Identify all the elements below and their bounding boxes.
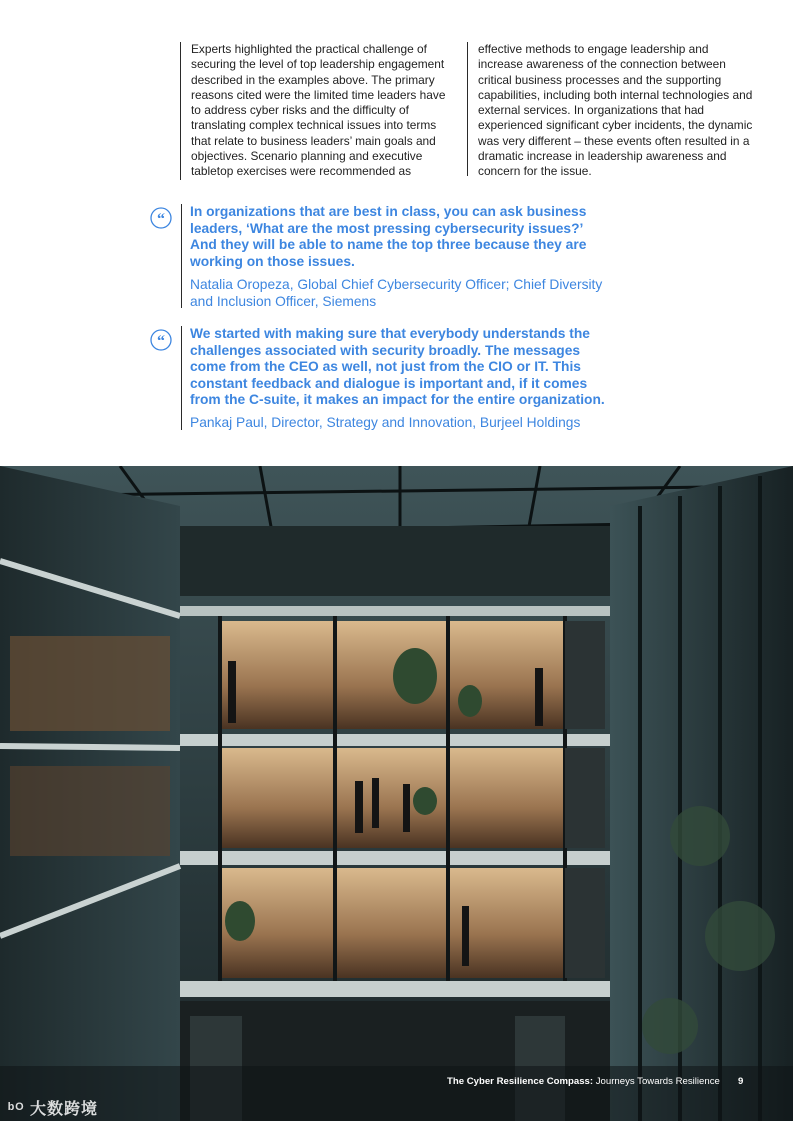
watermark-logo: ᵇᴼ 大数跨境 <box>8 1101 99 1118</box>
quote-attribution: Pankaj Paul, Director, Strategy and Innovation, Burjeel Holdings <box>190 415 581 430</box>
body-text-right: effective methods to engage leadership and increase awareness of the connection between critical business processes and the supporting capabilities, including both internal technologies and external services. In organizations that had experienced significant cyber incidents, the dynamic was very different – these events often resulted in a dramatic increase in leadership awareness and concern for the issue. <box>478 42 753 179</box>
body-text-left: Experts highlighted the practical challenge of securing the level of top leadership engagement described in the examples above. The primary reasons cited were the limited time leaders have to address cyber risks and the difficulty of translating complex technical issues into terms that relate to business leaders’ main goals and objectives. Scenario planning and executive tabletop exercises were recommended as <box>191 42 446 179</box>
body-column-left <box>180 42 453 180</box>
footer-title-rest: Journeys Towards Resilience <box>593 1076 720 1087</box>
office-atrium-photo <box>0 466 793 1121</box>
quote-text: We started with making sure that everybody understands the challenges associated with security broadly. The messages come from the CEO as well, not just from the CIO or IT. This constant feedback and dialogue is important and, if it comes from the C-suite, it makes an impact for the entire organization. <box>190 326 605 408</box>
quote-rule <box>181 326 182 430</box>
quote-attribution: Natalia Oropeza, Global Chief Cybersecurity Officer; Chief Diversity and Inclusion Officer, Siemens <box>190 277 603 309</box>
quote-text: In organizations that are best in class, you can ask business leaders, ‘What are the most pressing cybersecurity issues?’ And they will be able to name the top three because they are working on those issues. <box>190 204 587 269</box>
body-column-right <box>467 42 753 179</box>
quote-rule <box>181 204 182 308</box>
quote-mark-icon <box>150 329 172 351</box>
footer-title-bold: The Cyber Resilience Compass: <box>447 1076 594 1087</box>
quote-mark-icon <box>150 207 172 229</box>
footer-title <box>447 1076 720 1087</box>
svg-text:“: “ <box>157 333 165 350</box>
page-number: 9 <box>738 1076 744 1087</box>
svg-text:“: “ <box>157 211 165 228</box>
watermark-text: 大数跨境 <box>30 1101 99 1118</box>
